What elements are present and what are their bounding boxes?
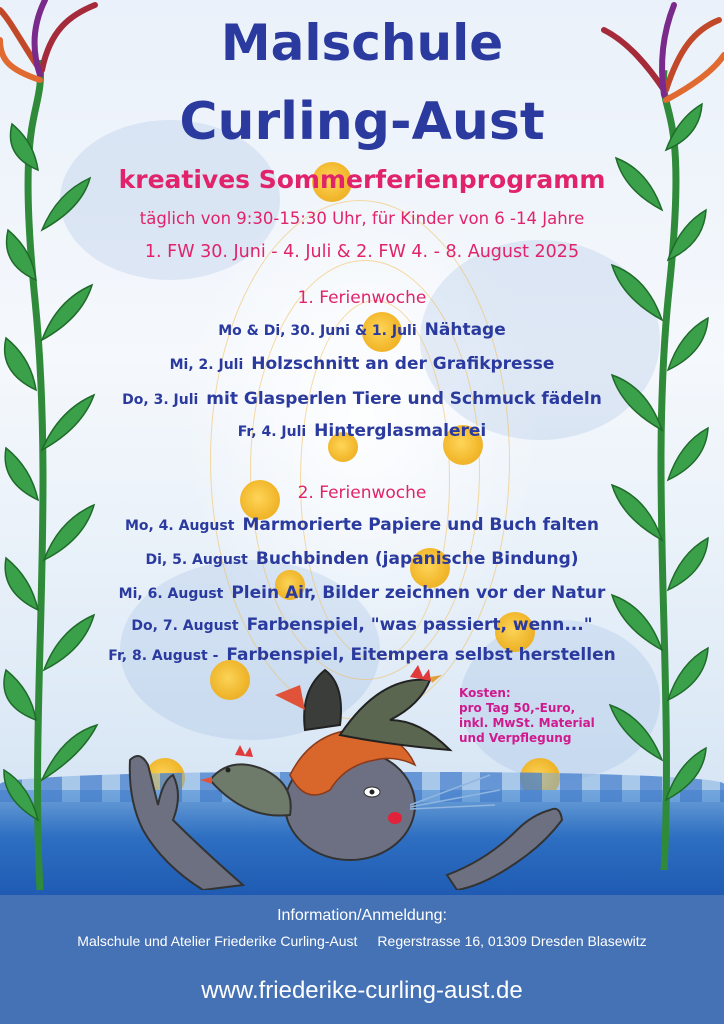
costs-line: und Verpflegung [459, 731, 572, 745]
website-link[interactable]: www.friederike-curling-aust.de [201, 977, 523, 1004]
schedule-row [0, 320, 724, 340]
schedule-date: Mo & Di, 30. Juni & 1. Juli [218, 323, 417, 339]
schedule-activity: Holzschnitt an der Grafikpresse [251, 354, 555, 374]
schedule-date: Mo, 4. August [124, 518, 235, 534]
schedule-activity: Plein Air, Bilder zeichnen vor der Natur [231, 583, 606, 603]
schedule-row [0, 615, 724, 635]
schedule-date: Fr, 8. August - [108, 648, 219, 664]
organization-name: Malschule und Atelier Friederike Curling-Aust [77, 933, 358, 949]
address: Regerstrasse 16, 01309 Dresden Blasewitz [377, 933, 647, 949]
week2-heading: 2. Ferienwoche [297, 483, 427, 503]
schedule-date: Do, 7. August [131, 618, 239, 634]
schedule-row [0, 645, 724, 665]
schedule-date: Fr, 4. Juli [237, 424, 307, 440]
dates-info: 1. FW 30. Juni - 4. Juli & 2. FW 4. - 8. August 2025 [144, 242, 580, 262]
schedule-activity: Farbenspiel, "was passiert, wenn..." [246, 615, 593, 635]
schedule-activity: Nähtage [424, 320, 506, 340]
schedule-activity: mit Glasperlen Tiere und Schmuck fädeln [206, 389, 602, 409]
schedule-activity: Farbenspiel, Eitempera selbst herstellen [226, 645, 616, 665]
schedule-row [0, 389, 724, 409]
footer-contact [0, 895, 724, 1024]
schedule-date: Mi, 6. August [118, 586, 224, 602]
schedule-row [0, 515, 724, 535]
week1-heading: 1. Ferienwoche [297, 288, 427, 308]
costs-line: inkl. MwSt. Material [459, 716, 595, 730]
contact-line [0, 933, 724, 949]
schedule-activity: Buchbinden (japanische Bindung) [255, 549, 579, 569]
poster-subtitle: kreatives Sommerferienprogramm [118, 165, 606, 194]
schedule-date: Do, 3. Juli [122, 392, 199, 408]
poster-title-line2: Curling-Aust [179, 92, 545, 152]
schedule-row [0, 421, 724, 441]
schedule-row [0, 549, 724, 569]
schedule-row [0, 583, 724, 603]
costs-label: Kosten: [459, 686, 511, 700]
schedule-activity: Hinterglasmalerei [314, 421, 487, 441]
schedule-row [0, 354, 724, 374]
costs-box [459, 686, 609, 746]
schedule-activity: Marmorierte Papiere und Buch falten [242, 515, 600, 535]
hours-info: täglich von 9:30-15:30 Uhr, für Kinder von 6 -14 Jahre [139, 209, 585, 228]
schedule-date: Mi, 2. Juli [169, 357, 244, 373]
schedule-date: Di, 5. August [145, 552, 248, 568]
costs-line: pro Tag 50,-Euro, [459, 701, 576, 715]
poster-title-line1: Malschule [220, 14, 504, 72]
info-label: Information/Anmeldung: [277, 907, 447, 924]
